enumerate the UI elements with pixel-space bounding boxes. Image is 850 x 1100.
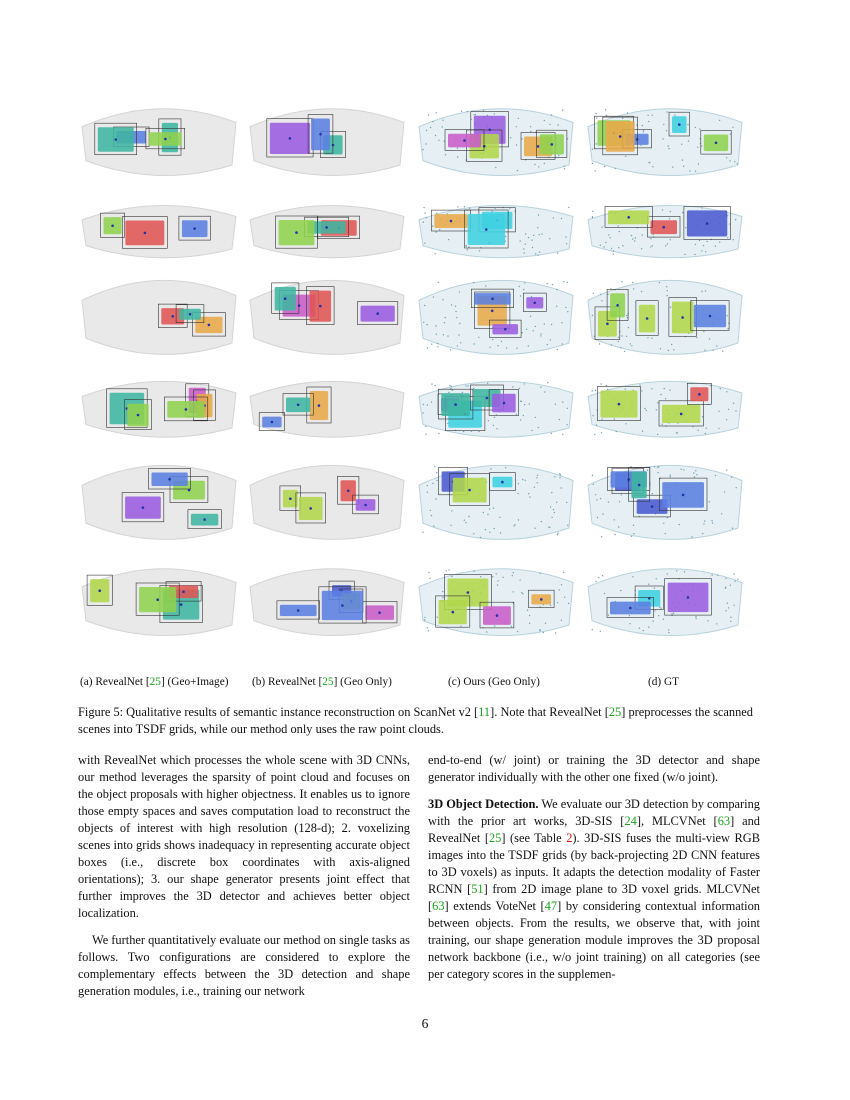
figure-5 [78,97,748,667]
scene-thumb-r3-c3 [419,280,573,354]
table-ref-2[interactable]: 2 [566,831,573,845]
scene-thumb-r1-c4 [588,109,742,176]
scene-thumb-r4-c2 [250,381,404,437]
subcaption-c: (c) Ours (Geo Only) [448,676,540,688]
scene-thumb-r6-c4 [588,569,742,636]
subcaption-b: (b) RevealNet [25] (Geo Only) [252,676,392,688]
scene-thumb-r5-c4 [588,465,742,539]
right-column [428,752,760,983]
scene-thumb-r5-c3 [419,465,573,539]
scene-thumb-r6-c1 [82,569,236,636]
scene-thumb-r4-c4 [588,381,742,437]
ref-47[interactable]: 47 [544,899,558,913]
figure-caption: Figure 5: Qualitative results of semantic instance reconstruction on ScanNet v2 [11]. Note that RevealNet [25] preprocesses the scanned scenes into TSDF grids, while our method only uses the raw point clouds. [78,705,753,736]
scene-thumb-r5-c2 [250,465,404,539]
scene-thumb-r2-c3 [419,206,573,258]
page-number: 6 [421,1016,429,1031]
right-paragraph-1: end-to-end (w/ joint) or training the 3D detector and shape generator individually with the other one fixed (w/o joint). [428,753,760,784]
scene-thumb-r6-c3 [419,569,573,636]
scene-thumb-r3-c4 [588,280,742,354]
detection-paragraph: 3D Object Detection. We evaluate our 3D detection by comparing with the prior art works, 3D-SIS [24], MLCVNet [63] and RevealNet [25] (see Table 2). 3D-SIS fuses the multi-view RGB images into the TSDF grids (by back-projecting 2D CNN features to 3D voxels) as inputs. It adapts the detection modality of Faster RCNN [51] from 2D image plane to 3D voxel grids. MLCVNet [63] extends VoteNet [47] by considering contextual information between objects. From the results, we observe that, with joint training, our shape generation module improves the 3D proposal network backbone (i.e., w/o joint training) on all categories (see per category scores in the supplemen- [428,797,761,981]
scene-thumb-r2-c4 [588,206,742,258]
left-column [78,752,410,1000]
subcaption-a: (a) RevealNet [25] (Geo+Image) [80,676,229,688]
ref-24[interactable]: 24 [624,814,637,828]
left-paragraph-2: We further quantitatively evaluate our method on single tasks as follows. Two configurations are considered to explore the complementary effects between the 3D detection and shape generation modules, i.e., training our network [78,933,410,998]
subcaption-d: (d) GT [648,676,680,688]
scene-thumb-r1-c1 [82,109,236,176]
ref-63[interactable]: 63 [717,814,731,828]
ref-51[interactable]: 51 [471,882,484,896]
scene-thumb-r4-c1 [82,381,236,437]
scene-thumb-r2-c1 [82,206,236,258]
scene-thumb-r2-c2 [250,206,404,258]
scene-thumb-r5-c1 [82,465,236,539]
scene-thumb-r1-c3 [419,109,573,176]
scene-thumb-r4-c3 [419,381,573,437]
left-paragraph-1: with RevealNet which processes the whole scene with 3D CNNs, our method leverages the sparsity of point cloud and focuses on the object proposals with higher objectness. It enables us to ignore those empty spaces and saves computation load to reconstruct the objects of interest with high resolution (128-d); 2. voxelizing scenes into grids shows inadequacy in representing accurate object boxes (i.e., discrete box coordinates with axis-aligned orientations); 3. our shape generator presents joint effect that further improves the 3D detector and achieves better object localization. [78,753,410,920]
scene-thumb-r6-c2 [250,569,404,636]
section-heading: 3D Object Detection. [428,797,539,811]
caption-ref-25[interactable]: 25 [608,705,622,719]
ref-63b[interactable]: 63 [432,899,445,913]
caption-ref-11[interactable]: 11 [478,705,491,719]
ref-25[interactable]: 25 [488,831,502,845]
scene-thumb-r3-c2 [250,280,404,354]
scene-thumb-r1-c2 [250,109,404,176]
scene-thumb-r3-c1 [82,280,236,354]
figure-grid [78,97,748,667]
